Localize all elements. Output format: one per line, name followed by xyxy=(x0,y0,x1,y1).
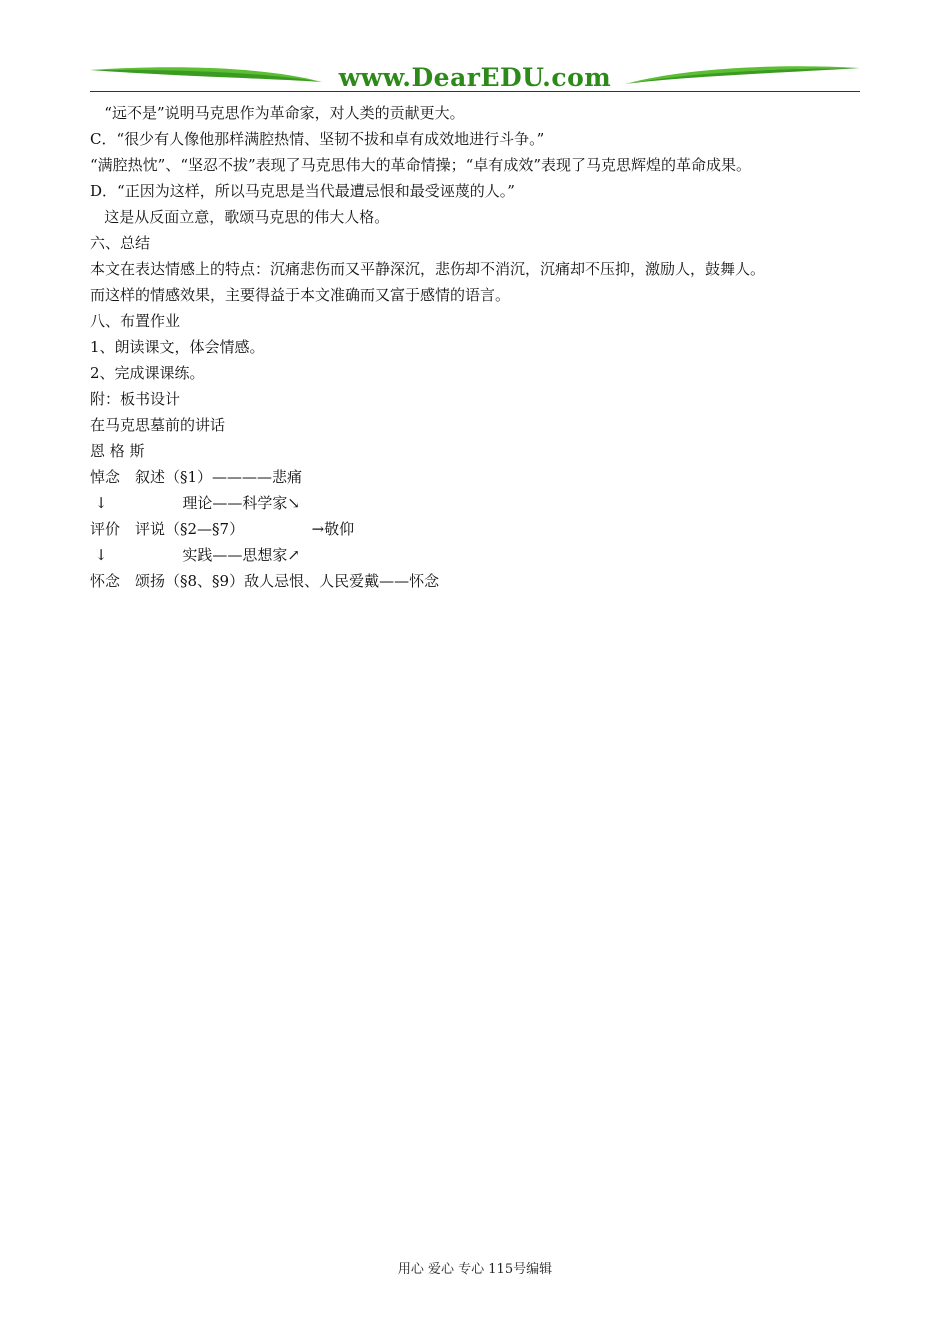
header-divider xyxy=(90,91,860,92)
board-row: ↓ 理论——科学家↘ xyxy=(90,494,300,512)
text-line: 1、朗读课文，体会情感。 xyxy=(90,338,265,356)
board-row: ↓ 实践——思想家↗ xyxy=(90,546,300,564)
text-line: “远不是”说明马克思作为革命家，对人类的贡献更大。 xyxy=(90,104,465,122)
section-heading: 八、布置作业 xyxy=(90,312,181,330)
board-title: 在马克思墓前的讲话 xyxy=(90,416,226,434)
document-body xyxy=(90,100,860,594)
text-line: D．“正因为这样，所以马克思是当代最遭忌恨和最受诬蔑的人。” xyxy=(90,182,515,200)
board-author: 恩 格 斯 xyxy=(90,442,145,460)
text-line: “满腔热忱”、“坚忍不拔”表现了马克思伟大的革命情操；“卓有成效”表现了马克思辉煌的革命成果。 xyxy=(90,156,752,174)
site-header xyxy=(90,60,860,94)
text-line: 而这样的情感效果，主要得益于本文准确而又富于感情的语言。 xyxy=(90,286,511,304)
text-line: 这是从反面立意，歌颂马克思的伟大人格。 xyxy=(90,208,390,226)
text-line: C．“很少有人像他那样满腔热情、坚韧不拔和卓有成效地进行斗争。” xyxy=(90,130,545,148)
text-line: 2、完成课课练。 xyxy=(90,364,205,382)
board-row: 悼念 叙述（§1）————悲痛 xyxy=(90,468,303,486)
board-row: 怀念 颂扬（§8、§9）敌人忌恨、人民爱戴——怀念 xyxy=(90,572,440,590)
section-heading: 六、总结 xyxy=(90,234,151,252)
section-heading: 附：板书设计 xyxy=(90,390,181,408)
board-row: 评价 评说（§2—§7） →敬仰 xyxy=(90,520,355,538)
text-line: 本文在表达情感上的特点：沉痛悲伤而又平静深沉，悲伤却不消沉，沉痛却不压抑，激励人，鼓舞人。 xyxy=(90,260,766,278)
brand-logo-text: www.DearEDU.com xyxy=(338,63,612,92)
page-footer: 用心 爱心 专心 115号编辑 xyxy=(397,1262,553,1277)
